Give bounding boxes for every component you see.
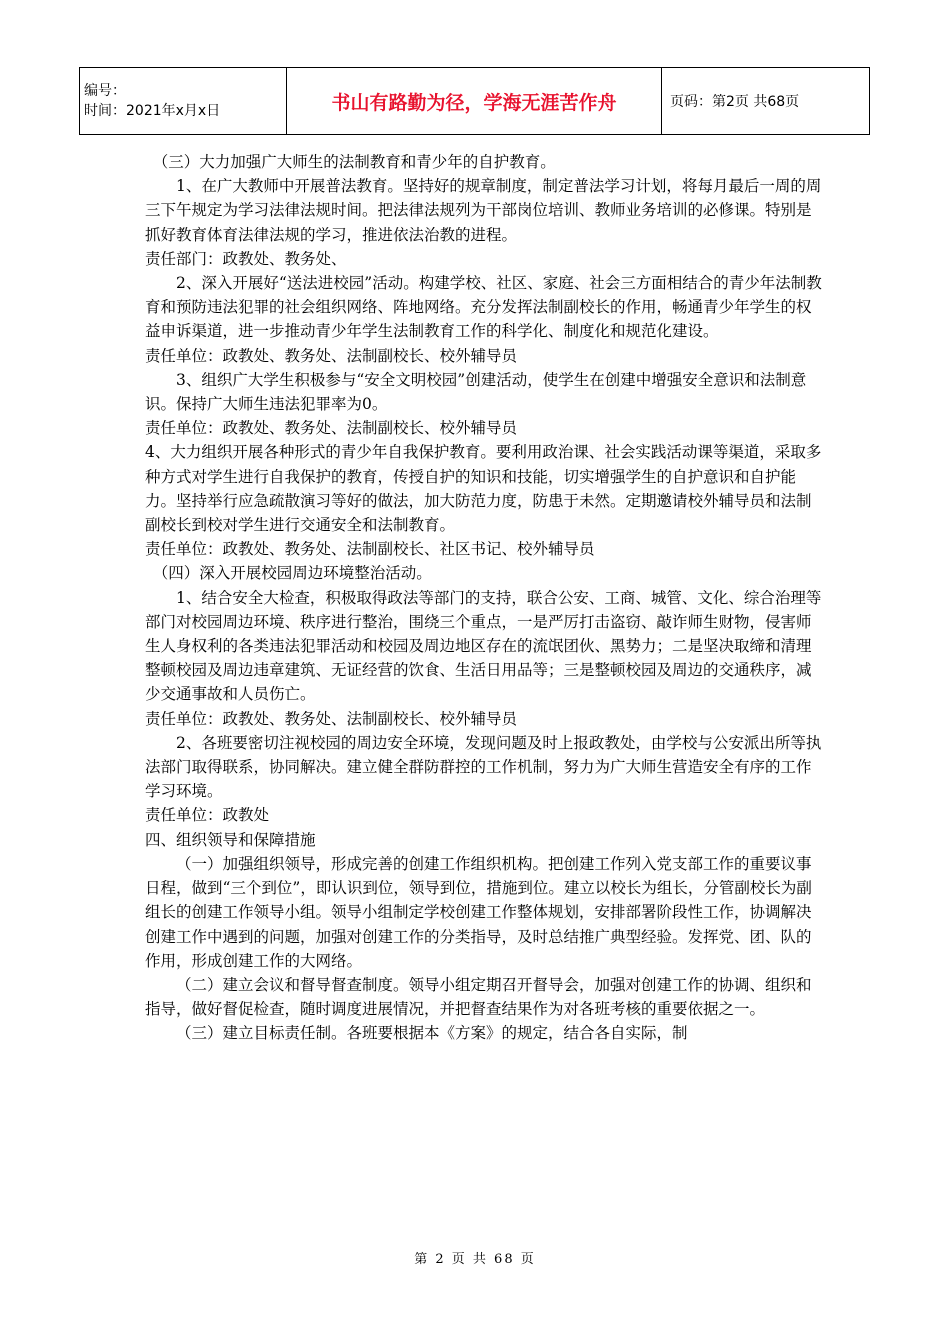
paragraph: 2、深入开展好“送法进校园”活动。构建学校、社区、家庭、社会三方面相结合的青少年法制教育和预防违法犯罪的社会组织网络、阵地网络。充分发挥法制副校长的作用，畅通青少年学生的权益申诉渠道，进一步推动青少年学生法制教育工作的科学化、制度化和规范化建设。 — [145, 274, 822, 341]
responsibility-line: 责任部门：政教处、教务处、 — [145, 249, 347, 268]
paragraph: 4、大力组织开展各种形式的青少年自我保护教育。要利用政治课、社会实践活动课等渠道，采取多种方式对学生进行自我保护的教育，传授自护的知识和技能，切实增强学生的自护意识和自护能力。坚持举行应急疏散演习等好的做法，加大防范力度，防患于未然。定期邀请校外辅导员和法制副校长到校对学生进行交通安全和法制教育。 — [145, 443, 822, 535]
responsibility-line: 责任单位：政教处、教务处、法制副校长、校外辅导员 — [145, 346, 518, 365]
document-header — [79, 67, 870, 135]
paragraph: 1、结合安全大检查，积极取得政法等部门的支持，联合公安、工商、城管、文化、综合治理等部门对校园周边环境、秩序进行整治，围绕三个重点，一是严厉打击盗窃、敲诈师生财物，侵害师生人身权利的各类违法犯罪活动和校园及周边地区存在的流氓团伙、黑势力；二是坚决取缔和清理整顿校园及周边违章建筑、无证经营的饮食、生活日用品等；三是整顿校园及周边的交通秩序，减少交通事故和人员伤亡。 — [145, 588, 822, 704]
paragraph: （三）建立目标责任制。各班要根据本《方案》的规定，结合各自实际，制 — [176, 1024, 688, 1043]
responsibility-line: 责任单位：政教处 — [145, 806, 270, 825]
responsibility-line: 责任单位：政教处、教务处、法制副校长、社区书记、校外辅导员 — [145, 540, 595, 559]
paragraph: 2、各班要密切注视校园的周边安全环境，发现问题及时上报政教处，由学校与公安派出所等执法部门取得联系，协同解决。建立健全群防群控的工作机制，努力为广大师生营造安全有序的工作学习环境。 — [145, 733, 822, 801]
responsibility-line: 责任单位：政教处、教务处、法制副校长、校外辅导员 — [145, 709, 518, 728]
paragraph: 3、组织广大学生积极参与“安全文明校园”创建活动，使学生在创建中增强安全意识和法制意识。保持广大师生违法犯罪率为0。 — [145, 370, 807, 414]
document-body — [145, 150, 825, 1046]
header-page-info: 页码：第2页 共68页 — [662, 68, 870, 135]
document-number: 编号： — [84, 83, 126, 99]
section-heading: 四、组织领导和保障措施 — [145, 830, 316, 849]
header-motto: 书山有路勤为径，学海无涯苦作舟 — [287, 68, 662, 135]
section-heading: （三）大力加强广大师生的法制教育和青少年的自护教育。 — [152, 153, 556, 171]
section-heading: （四）深入开展校园周边环境整治活动。 — [152, 564, 432, 583]
paragraph: 1、在广大教师中开展普法教育。坚持好的规章制度，制定普法学习计划，将每月最后一周的周三下午规定为学习法律法规时间。把法律法规列为干部岗位培训、教师业务培训的必修课。特别是抓好教育体育法律法规的学习，推进依法治教的进程。 — [145, 177, 822, 244]
paragraph: （二）建立会议和督导督查制度。领导小组定期召开督导会，加强对创建工作的协调、组织和指导，做好督促检查，随时调度进展情况，并把督查结果作为对各班考核的重要依据之一。 — [145, 975, 812, 1019]
document-time: 时间：2021年x月x日 — [84, 103, 221, 119]
paragraph: （一）加强组织领导，形成完善的创建工作组织机构。把创建工作列入党支部工作的重要议事日程，做到“三个到位”，即认识到位，领导到位，措施到位。建立以校长为组长，分管副校长为副组长的创建工作领导小组。领导小组制定学校创建工作整体规划，安排部署阶段性工作，协调解决创建工作中遇到的问题，加强对创建工作的分类指导，及时总结推广典型经验。发挥党、团、队的作用，形成创建工作的大网络。 — [145, 854, 812, 970]
header-meta — [80, 68, 287, 135]
responsibility-line: 责任单位：政教处、教务处、法制副校长、校外辅导员 — [145, 419, 518, 438]
page-footer: 第 2 页 共 68 页 — [414, 1252, 536, 1267]
